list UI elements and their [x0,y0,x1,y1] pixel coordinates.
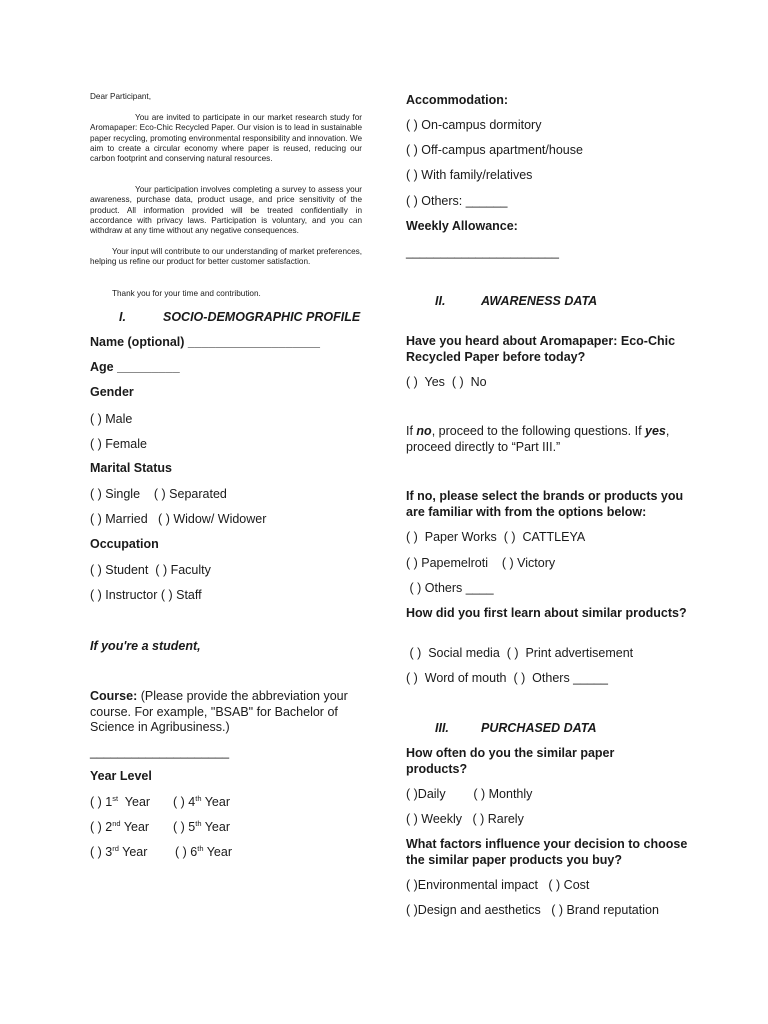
year-option-3rd[interactable] [90,845,147,860]
brand-options-row-3[interactable]: ( ) Others ____ [406,581,494,595]
awareness-instruction [406,424,688,455]
letter-paragraph-2: Your participation involves completing a survey to assess your awareness, purchase data, product usage, and price sensitivity of the product. All information provided will be treated confidentially in accordance with privacy laws. Participation is voluntary, and you can withdraw at any time without any negative consequences. [90,185,362,236]
year-option-4th[interactable] [173,795,230,810]
year-option-text: ( ) 5 [173,820,196,834]
ordinal-suffix: st [112,793,119,803]
ordinal-suffix: th [197,843,204,853]
source-options-row-2[interactable]: ( ) Word of mouth ( ) Others _____ [406,671,608,685]
instruction-text: If [406,424,417,438]
awareness-question-3: How did you first learn about similar products? [406,606,687,620]
age-field-label: Age _________ [90,360,180,374]
year-option-text: Year [201,820,231,834]
source-options-row-1[interactable]: ( ) Social media ( ) Print advertisement [406,646,634,660]
year-option-text: ( ) 4 [173,795,196,809]
brand-options-row-2[interactable]: ( ) Papemelroti ( ) Victory [406,556,556,570]
gender-option-female[interactable]: ( ) Female [90,437,147,451]
weekly-allowance-blank[interactable]: ______________________ [406,245,559,259]
frequency-options-row-2[interactable]: ( ) Weekly ( ) Rarely [406,812,524,826]
accommodation-option-apartment[interactable]: ( ) Off-campus apartment/house [406,143,583,157]
section-1-numeral: I. [119,310,126,324]
section-1-title: SOCIO-DEMOGRAPHIC PROFILE [163,310,361,324]
letter-paragraph-3: Your input will contribute to our understanding of market preferences, helping us refine our product for better customer satisfaction. [90,247,363,267]
occupation-options-row-1[interactable]: ( ) Student ( ) Faculty [90,563,211,577]
course-blank[interactable]: ____________________ [90,745,230,759]
year-option-text: Year [120,820,150,834]
occupation-options-row-2[interactable]: ( ) Instructor ( ) Staff [90,588,202,602]
course-question [90,689,360,736]
accommodation-option-others[interactable]: ( ) Others: ______ [406,194,508,208]
name-field-label: Name (optional) ___________________ [90,335,321,349]
year-option-text: Year [203,845,233,859]
section-2-heading [406,294,688,308]
letter-thanks: Thank you for your time and contribution. [112,289,261,298]
accommodation-option-dorm[interactable]: ( ) On-campus dormitory [406,118,542,132]
purchase-question-1: How often do you the similar paper products? [406,746,615,776]
marital-options-row-1[interactable]: ( ) Single ( ) Separated [90,487,227,501]
accommodation-option-family[interactable]: ( ) With family/relatives [406,168,533,182]
letter-paragraph-1: You are invited to participate in our market research study for Aromapaper: Eco-Chic Recycled Paper. Our vision is to lead in sustainable paper recycling, promoting environmental responsibility and innovation. We aim to create a circular economy where paper is reused, reducing our carbon footprint and conserving natural resources. [90,113,363,164]
section-3-title: PURCHASED DATA [481,721,597,735]
frequency-options-row-1[interactable]: ( )Daily ( ) Monthly [406,787,533,801]
instruction-yes: yes [645,424,666,438]
ordinal-suffix: th [195,818,202,828]
gender-label: Gender [90,385,134,399]
section-1-heading [90,310,364,324]
factor-options-row-1[interactable]: ( )Environmental impact ( ) Cost [406,878,590,892]
year-level-label: Year Level [90,769,152,783]
awareness-yes-no-options[interactable]: ( ) Yes ( ) No [406,375,487,389]
weekly-allowance-label: Weekly Allowance: [406,219,518,233]
section-2-title: AWARENESS DATA [481,294,598,308]
factor-options-row-2[interactable]: ( )Design and aesthetics ( ) Brand reputation [406,903,659,917]
section-3-heading [406,721,688,735]
student-condition-label: If you're a student, [90,639,201,653]
ordinal-suffix: rd [112,843,119,853]
occupation-label: Occupation [90,537,159,551]
section-2-numeral: II. [435,294,446,308]
marital-options-row-2[interactable]: ( ) Married ( ) Widow/ Widower [90,512,267,526]
year-option-text: Year [118,845,148,859]
section-3-numeral: III. [435,721,449,735]
gender-option-male[interactable]: ( ) Male [90,412,133,426]
course-label: Course: [90,689,138,703]
purchase-question-2: What factors influence your decision to choose the similar paper products you buy? [406,837,688,867]
year-option-text: ( ) 6 [175,845,198,859]
course-instructions: (Please provide the abbreviation your course. For example, "BSAB" for Bachelor of Science in Agribusiness.) [90,689,348,734]
ordinal-suffix: th [195,793,202,803]
year-option-6th[interactable] [175,845,232,860]
awareness-question-1: Have you heard about Aromapaper: Eco-Chic Recycled Paper before today? [406,334,676,364]
year-option-text: ( ) 2 [90,820,113,834]
year-option-text: ( ) 1 [90,795,113,809]
year-option-text: ( ) 3 [90,845,113,859]
instruction-no: no [416,424,432,438]
instruction-text: , proceed directly to “Part III.” [406,424,670,454]
year-option-text: Year [201,795,231,809]
year-option-1st[interactable] [90,795,150,810]
letter-salutation: Dear Participant, [90,92,151,101]
year-option-text: Year [118,795,151,809]
marital-status-label: Marital Status [90,461,172,475]
awareness-question-2: If no, please select the brands or products you are familiar with from the options below: [406,489,684,519]
brand-options-row-1[interactable]: ( ) Paper Works ( ) CATTLEYA [406,530,586,544]
year-option-2nd[interactable] [90,820,149,835]
ordinal-suffix: nd [112,818,121,828]
instruction-text: , proceed to the following questions. If [431,424,646,438]
accommodation-label: Accommodation: [406,93,509,107]
year-option-5th[interactable] [173,820,230,835]
